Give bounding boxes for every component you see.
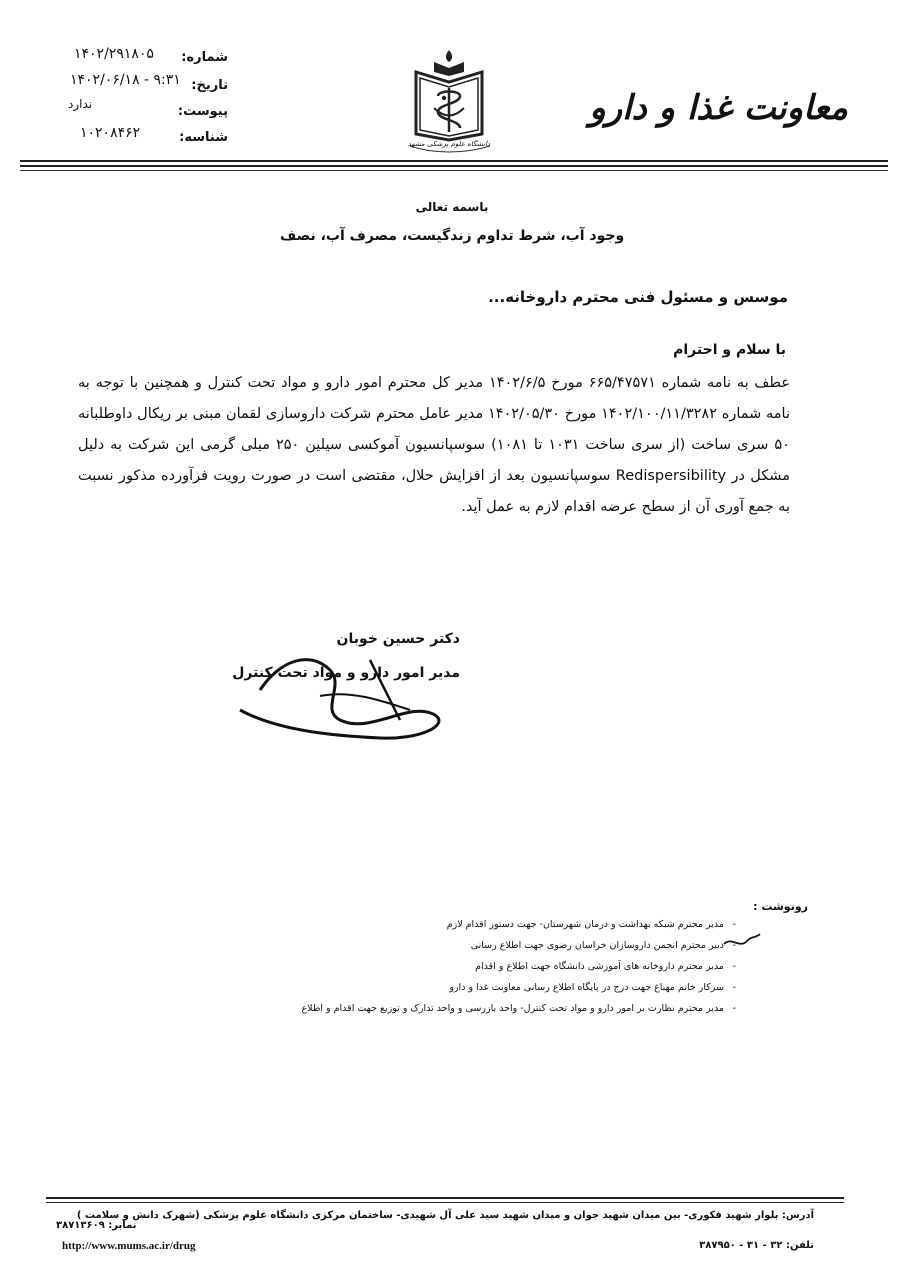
header-divider-2	[20, 165, 888, 167]
addressee: موسس و مسئول فنی محترم داروخانه...	[488, 288, 788, 306]
cc-item: سرکار خانم مهباغ جهت درج در پایگاه اطلاع رسانی معاونت غذا و دارو -	[449, 982, 736, 993]
cc-item: مدیر محترم شبکه بهداشت و درمان شهرستان- جهت دستور اقدام لازم -	[446, 919, 736, 930]
id-label: شناسه:	[179, 130, 228, 145]
cc-title: رونوشت :	[753, 900, 808, 913]
cc-item: مدیر محترم نظارت بر امور دارو و مواد تحت کنترل- واحد بازرسی و واحد تدارک و توزیع جهت اقدام و اطلاع -	[301, 1003, 736, 1014]
attachment-value: ندارد	[68, 97, 93, 111]
bismillah: باسمه تعالی	[415, 200, 489, 214]
header-divider	[20, 160, 888, 162]
letter-body: عطف به نامه شماره ۶۶۵/۴۷۵۷۱ مورخ ۱۴۰۲/۶/۵ مدیر کل محترم امور دارو و مواد تحت کنترل و همچنین با توجه به نامه شماره ۱۴۰۲/۱۰۰/۱۱/۳۲۸۲ مورخ ۱۴۰۲/۰۵/۳۰ مدیر عامل محترم شرکت داروسازی لقمان مبنی بر ریکال داوطلبانه ۵۰ سری ساخت (از سری ساخت ۱۰۳۱ تا ۱۰۸۱) سوسپانسیون آموکسی سیلین ۲۵۰ میلی گرمی این شرکت به دلیل مشکل در Redispersibility سوسپانسیون بعد از افزایش حلال، مقتضی است در صورت رویت فرآورده مذکور نسبت به جمع آوری آن از سطح عرضه اقدام لازم به عمل آید.	[78, 375, 790, 515]
department-title: معاونت غذا و دارو	[589, 88, 848, 128]
date-label: تاریخ:	[191, 78, 228, 93]
signer-name: دکتر حسین خوبان	[336, 631, 460, 647]
initials-mark	[722, 930, 762, 954]
university-logo	[404, 42, 494, 158]
cc-item: دبیر محترم انجمن داروسازان خراسان رضوی جهت اطلاع رسانی -	[470, 940, 736, 951]
cc-item: مدیر محترم داروخانه های آموزشی دانشگاه جهت اطلاع و اقدام -	[475, 961, 736, 972]
footer-divider-2	[46, 1202, 844, 1203]
date-value: ۱۴۰۲/۰۶/۱۸ - ۹:۳۱	[70, 72, 181, 88]
number-label: شماره:	[181, 50, 228, 65]
handwritten-signature	[220, 640, 460, 750]
footer-fax: نمابر: ۳۸۷۱۳۶۰۹	[56, 1220, 137, 1231]
cc-list	[301, 914, 736, 1019]
header-divider-3	[20, 170, 888, 171]
footer-phone: تلفن: ۳۲ - ۳۱ - ۳۸۷۹۵۰	[699, 1240, 814, 1251]
id-value: ۱۰۲۰۸۴۶۲	[80, 125, 141, 141]
number-value: ۱۴۰۲/۲۹۱۸۰۵	[74, 46, 154, 62]
footer-url[interactable]: http://www.mums.ac.ir/drug	[62, 1240, 196, 1252]
water-motto: وجود آب، شرط تداوم زندگیست، مصرف آب، نصف	[280, 228, 625, 244]
attachment-label: پیوست:	[177, 104, 228, 119]
footer-divider	[46, 1197, 844, 1199]
signer-title: مدیر امور دارو و مواد تحت کنترل	[232, 665, 460, 681]
greeting: با سلام و احترام	[673, 342, 786, 358]
logo-caption: دانشگاه علوم پزشکی مشهد	[407, 140, 491, 148]
footer-address: آدرس: بلوار شهید فکوری- بین میدان شهید جوان و میدان شهید سید علی آل شهیدی- ساختمان مرکزی دانشگاه علوم پزشکی (شهرک دانش و سلامت )	[76, 1210, 814, 1221]
